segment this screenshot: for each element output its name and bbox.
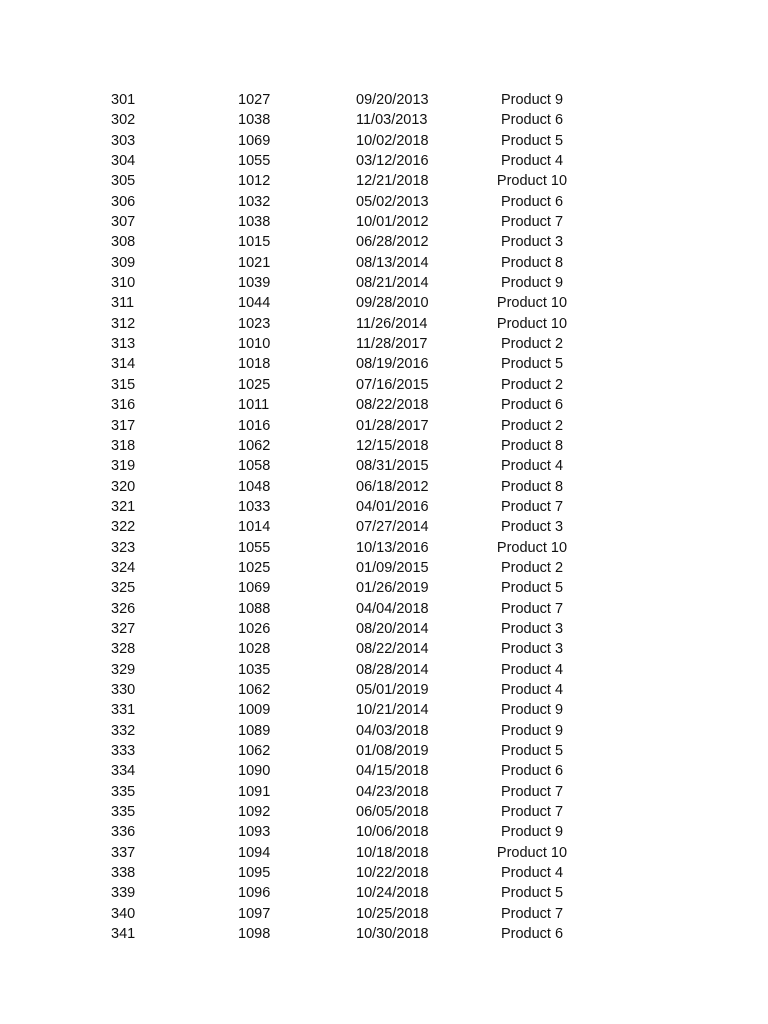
customer-id-cell: 1038 [238, 112, 271, 129]
order-id-cell: 323 [111, 539, 136, 556]
order-date-cell: 06/05/2018 [356, 804, 429, 821]
table-row [0, 416, 768, 436]
customer-id-cell: 1026 [238, 620, 271, 637]
customer-id-cell: 1014 [238, 519, 271, 536]
product-cell: Product 3 [500, 234, 564, 251]
product-cell: Product 7 [500, 498, 564, 515]
customer-id-cell: 1039 [238, 275, 271, 292]
order-date-cell: 04/23/2018 [356, 783, 429, 800]
order-id-cell: 326 [111, 600, 136, 617]
product-cell: Product 7 [500, 905, 564, 922]
table-row [0, 456, 768, 476]
order-date-cell: 01/28/2017 [356, 417, 429, 434]
table-row [0, 273, 768, 293]
order-id-cell: 330 [111, 681, 136, 698]
table-row [0, 578, 768, 598]
table-row [0, 700, 768, 720]
customer-id-cell: 1048 [238, 478, 271, 495]
table-row [0, 680, 768, 700]
order-date-cell: 10/13/2016 [356, 539, 429, 556]
order-id-cell: 336 [111, 824, 136, 841]
table-row [0, 558, 768, 578]
table-row [0, 660, 768, 680]
order-id-cell: 309 [111, 254, 136, 271]
order-date-cell: 08/19/2016 [356, 356, 429, 373]
order-id-cell: 317 [111, 417, 136, 434]
order-id-cell: 313 [111, 336, 136, 353]
order-id-cell: 327 [111, 620, 136, 637]
table-row [0, 314, 768, 334]
table-row [0, 863, 768, 883]
order-id-cell: 314 [111, 356, 136, 373]
table-row [0, 639, 768, 659]
customer-id-cell: 1069 [238, 580, 271, 597]
customer-id-cell: 1038 [238, 214, 271, 231]
product-cell: Product 6 [500, 112, 564, 129]
table-row [0, 212, 768, 232]
product-cell: Product 4 [500, 661, 564, 678]
product-cell: Product 4 [500, 458, 564, 475]
product-cell: Product 6 [500, 193, 564, 210]
table-row [0, 293, 768, 313]
order-id-cell: 324 [111, 559, 136, 576]
customer-id-cell: 1025 [238, 376, 271, 393]
order-id-cell: 320 [111, 478, 136, 495]
product-cell: Product 10 [496, 844, 568, 861]
data-table [0, 90, 768, 944]
order-date-cell: 04/03/2018 [356, 722, 429, 739]
order-id-cell: 301 [111, 92, 136, 108]
order-date-cell: 10/01/2012 [356, 214, 429, 231]
table-row [0, 497, 768, 517]
customer-id-cell: 1090 [238, 763, 271, 780]
customer-id-cell: 1058 [238, 458, 271, 475]
table-row [0, 721, 768, 741]
order-date-cell: 09/28/2010 [356, 295, 429, 312]
order-id-cell: 308 [111, 234, 136, 251]
customer-id-cell: 1062 [238, 681, 271, 698]
order-date-cell: 12/15/2018 [356, 437, 429, 454]
order-date-cell: 10/18/2018 [356, 844, 429, 861]
product-cell: Product 6 [500, 397, 564, 414]
table-row [0, 883, 768, 903]
order-date-cell: 01/08/2019 [356, 743, 429, 759]
product-cell: Product 2 [500, 336, 564, 353]
product-cell: Product 10 [496, 295, 568, 312]
order-date-cell: 08/13/2014 [356, 254, 429, 271]
product-cell: Product 6 [500, 763, 564, 780]
product-cell: Product 10 [496, 315, 568, 332]
customer-id-cell: 1062 [238, 743, 271, 759]
order-id-cell: 339 [111, 885, 136, 902]
product-cell: Product 10 [496, 539, 568, 556]
table-row [0, 171, 768, 191]
product-cell: Product 7 [500, 214, 564, 231]
order-date-cell: 04/15/2018 [356, 763, 429, 780]
order-id-cell: 304 [111, 153, 136, 170]
product-cell: Product 9 [500, 92, 564, 108]
table-row [0, 110, 768, 130]
order-id-cell: 338 [111, 865, 136, 882]
order-date-cell: 10/25/2018 [356, 905, 429, 922]
customer-id-cell: 1089 [238, 722, 271, 739]
order-id-cell: 341 [111, 926, 136, 943]
product-cell: Product 2 [500, 559, 564, 576]
order-id-cell: 334 [111, 763, 136, 780]
table-row [0, 131, 768, 151]
customer-id-cell: 1032 [238, 193, 271, 210]
customer-id-cell: 1093 [238, 824, 271, 841]
order-id-cell: 329 [111, 661, 136, 678]
order-id-cell: 316 [111, 397, 136, 414]
table-row [0, 253, 768, 273]
product-cell: Product 8 [500, 437, 564, 454]
customer-id-cell: 1055 [238, 153, 271, 170]
order-id-cell: 335 [111, 804, 136, 821]
customer-id-cell: 1095 [238, 865, 271, 882]
product-cell: Product 3 [500, 620, 564, 637]
table-row [0, 517, 768, 537]
product-cell: Product 4 [500, 681, 564, 698]
order-id-cell: 328 [111, 641, 136, 658]
order-date-cell: 12/21/2018 [356, 173, 429, 190]
product-cell: Product 8 [500, 478, 564, 495]
customer-id-cell: 1015 [238, 234, 271, 251]
order-date-cell: 10/22/2018 [356, 865, 429, 882]
table-row [0, 822, 768, 842]
order-id-cell: 321 [111, 498, 136, 515]
order-id-cell: 325 [111, 580, 136, 597]
product-cell: Product 7 [500, 804, 564, 821]
table-row [0, 90, 768, 110]
product-cell: Product 5 [500, 743, 564, 759]
order-date-cell: 11/28/2017 [356, 336, 428, 353]
product-cell: Product 7 [500, 783, 564, 800]
order-date-cell: 04/01/2016 [356, 498, 429, 515]
order-id-cell: 337 [111, 844, 136, 861]
customer-id-cell: 1044 [238, 295, 271, 312]
table-row [0, 232, 768, 252]
order-id-cell: 303 [111, 132, 136, 149]
order-date-cell: 07/16/2015 [356, 376, 429, 393]
table-row [0, 151, 768, 171]
customer-id-cell: 1021 [238, 254, 271, 271]
product-cell: Product 3 [500, 641, 564, 658]
customer-id-cell: 1062 [238, 437, 271, 454]
customer-id-cell: 1018 [238, 356, 271, 373]
order-id-cell: 340 [111, 905, 136, 922]
product-cell: Product 9 [500, 275, 564, 292]
table-row [0, 741, 768, 761]
product-cell: Product 5 [500, 356, 564, 373]
customer-id-cell: 1010 [238, 336, 271, 353]
product-cell: Product 9 [500, 702, 564, 719]
order-date-cell: 10/06/2018 [356, 824, 429, 841]
order-id-cell: 333 [111, 743, 136, 759]
order-id-cell: 319 [111, 458, 136, 475]
table-row [0, 782, 768, 802]
order-id-cell: 307 [111, 214, 136, 231]
order-date-cell: 07/27/2014 [356, 519, 429, 536]
product-cell: Product 3 [500, 519, 564, 536]
customer-id-cell: 1091 [238, 783, 271, 800]
product-cell: Product 5 [500, 885, 564, 902]
order-date-cell: 10/30/2018 [356, 926, 429, 943]
product-cell: Product 9 [500, 722, 564, 739]
customer-id-cell: 1009 [238, 702, 271, 719]
order-date-cell: 09/20/2013 [356, 92, 429, 108]
table-row [0, 599, 768, 619]
table-row [0, 843, 768, 863]
table-row [0, 802, 768, 822]
order-id-cell: 331 [111, 702, 136, 719]
table-row [0, 334, 768, 354]
order-id-cell: 322 [111, 519, 136, 536]
product-cell: Product 10 [496, 173, 568, 190]
product-cell: Product 7 [500, 600, 564, 617]
table-row [0, 354, 768, 374]
order-date-cell: 11/26/2014 [356, 315, 428, 332]
order-date-cell: 08/21/2014 [356, 275, 429, 292]
customer-id-cell: 1016 [238, 417, 271, 434]
order-date-cell: 08/22/2018 [356, 397, 429, 414]
table-row [0, 375, 768, 395]
order-date-cell: 01/26/2019 [356, 580, 429, 597]
table-row [0, 477, 768, 497]
table-row [0, 436, 768, 456]
table-row [0, 395, 768, 415]
product-cell: Product 6 [500, 926, 564, 943]
order-id-cell: 310 [111, 275, 136, 292]
customer-id-cell: 1094 [238, 844, 271, 861]
table-row [0, 904, 768, 924]
customer-id-cell: 1092 [238, 804, 271, 821]
order-date-cell: 06/18/2012 [356, 478, 429, 495]
order-id-cell: 335 [111, 783, 136, 800]
customer-id-cell: 1011 [238, 397, 270, 414]
product-cell: Product 2 [500, 376, 564, 393]
customer-id-cell: 1025 [238, 559, 271, 576]
order-date-cell: 06/28/2012 [356, 234, 429, 251]
product-cell: Product 8 [500, 254, 564, 271]
order-date-cell: 08/28/2014 [356, 661, 429, 678]
order-date-cell: 10/02/2018 [356, 132, 429, 149]
table-row [0, 761, 768, 781]
order-id-cell: 318 [111, 437, 136, 454]
product-cell: Product 4 [500, 153, 564, 170]
customer-id-cell: 1028 [238, 641, 271, 658]
product-cell: Product 9 [500, 824, 564, 841]
order-date-cell: 03/12/2016 [356, 153, 429, 170]
order-date-cell: 11/03/2013 [356, 112, 428, 129]
customer-id-cell: 1098 [238, 926, 271, 943]
customer-id-cell: 1033 [238, 498, 271, 515]
table-row [0, 619, 768, 639]
customer-id-cell: 1035 [238, 661, 271, 678]
order-date-cell: 04/04/2018 [356, 600, 429, 617]
order-date-cell: 05/01/2019 [356, 681, 429, 698]
table-row [0, 924, 768, 944]
order-date-cell: 08/22/2014 [356, 641, 429, 658]
order-date-cell: 08/20/2014 [356, 620, 429, 637]
customer-id-cell: 1012 [238, 173, 271, 190]
customer-id-cell: 1069 [238, 132, 271, 149]
order-id-cell: 302 [111, 112, 136, 129]
order-id-cell: 306 [111, 193, 136, 210]
product-cell: Product 4 [500, 865, 564, 882]
order-date-cell: 10/24/2018 [356, 885, 429, 902]
order-id-cell: 311 [111, 295, 135, 312]
order-id-cell: 305 [111, 173, 136, 190]
order-date-cell: 08/31/2015 [356, 458, 429, 475]
table-row [0, 538, 768, 558]
order-id-cell: 312 [111, 315, 136, 332]
customer-id-cell: 1023 [238, 315, 271, 332]
order-id-cell: 332 [111, 722, 136, 739]
customer-id-cell: 1096 [238, 885, 271, 902]
product-cell: Product 5 [500, 132, 564, 149]
table-row [0, 192, 768, 212]
customer-id-cell: 1097 [238, 905, 271, 922]
order-date-cell: 01/09/2015 [356, 559, 429, 576]
order-date-cell: 05/02/2013 [356, 193, 429, 210]
customer-id-cell: 1055 [238, 539, 271, 556]
order-date-cell: 10/21/2014 [356, 702, 429, 719]
product-cell: Product 5 [500, 580, 564, 597]
customer-id-cell: 1088 [238, 600, 271, 617]
product-cell: Product 2 [500, 417, 564, 434]
customer-id-cell: 1027 [238, 92, 271, 108]
order-id-cell: 315 [111, 376, 136, 393]
